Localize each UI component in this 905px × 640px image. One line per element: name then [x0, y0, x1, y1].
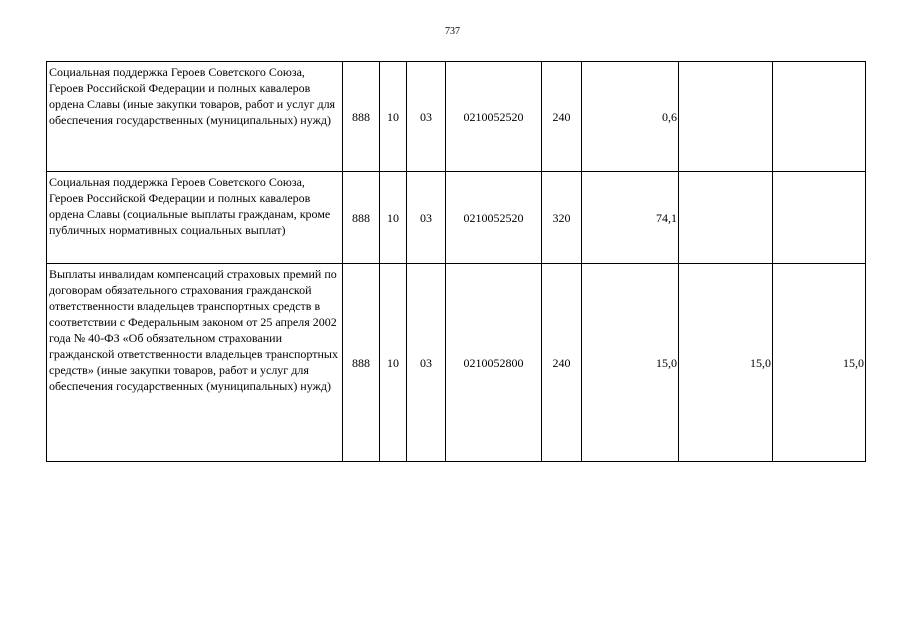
section-code: 10: [380, 62, 407, 172]
subsection-code: 03: [407, 62, 446, 172]
table-row: [47, 62, 866, 172]
amount-year-1: 0,6: [582, 62, 679, 172]
subsection-code: 03: [407, 172, 446, 264]
target-article-code: 0210052800: [446, 264, 542, 462]
expense-type-code: 240: [542, 62, 582, 172]
page-number: 737: [445, 26, 460, 37]
target-article-code: 0210052520: [446, 172, 542, 264]
row-description: Социальная поддержка Героев Советского Союза, Героев Российской Федерации и полных кавалеров ордена Славы (социальные выплаты гражданам, кроме публичных нормативных социальных выплат): [47, 172, 343, 264]
ministry-code: 888: [343, 264, 380, 462]
table-row: [47, 172, 866, 264]
section-code: 10: [380, 172, 407, 264]
table-row: [47, 264, 866, 462]
amount-year-1: 15,0: [582, 264, 679, 462]
expense-type-code: 240: [542, 264, 582, 462]
amount-year-1: 74,1: [582, 172, 679, 264]
amount-year-2: [679, 172, 773, 264]
amount-year-2: [679, 62, 773, 172]
ministry-code: 888: [343, 172, 380, 264]
ministry-code: 888: [343, 62, 380, 172]
target-article-code: 0210052520: [446, 62, 542, 172]
amount-year-2: 15,0: [679, 264, 773, 462]
row-description: Выплаты инвалидам компенсаций страховых премий по договорам обязательного страхования гражданской ответственности владельцев транспортных средств в соответствии с Федеральным законом от 25 апреля 2002 года № 40-ФЗ «Об обязательном страховании гражданской ответственности владельцев транспортных средств» (иные закупки товаров, работ и услуг для обеспечения государственных (муниципальных) нужд): [47, 264, 343, 462]
expense-type-code: 320: [542, 172, 582, 264]
row-description: Социальная поддержка Героев Советского Союза, Героев Российской Федерации и полных кавалеров ордена Славы (иные закупки товаров, работ и услуг для обеспечения государственных (муниципальных) нужд): [47, 62, 343, 172]
section-code: 10: [380, 264, 407, 462]
budget-table: [46, 61, 866, 462]
subsection-code: 03: [407, 264, 446, 462]
amount-year-3: [773, 62, 866, 172]
amount-year-3: 15,0: [773, 264, 866, 462]
amount-year-3: [773, 172, 866, 264]
